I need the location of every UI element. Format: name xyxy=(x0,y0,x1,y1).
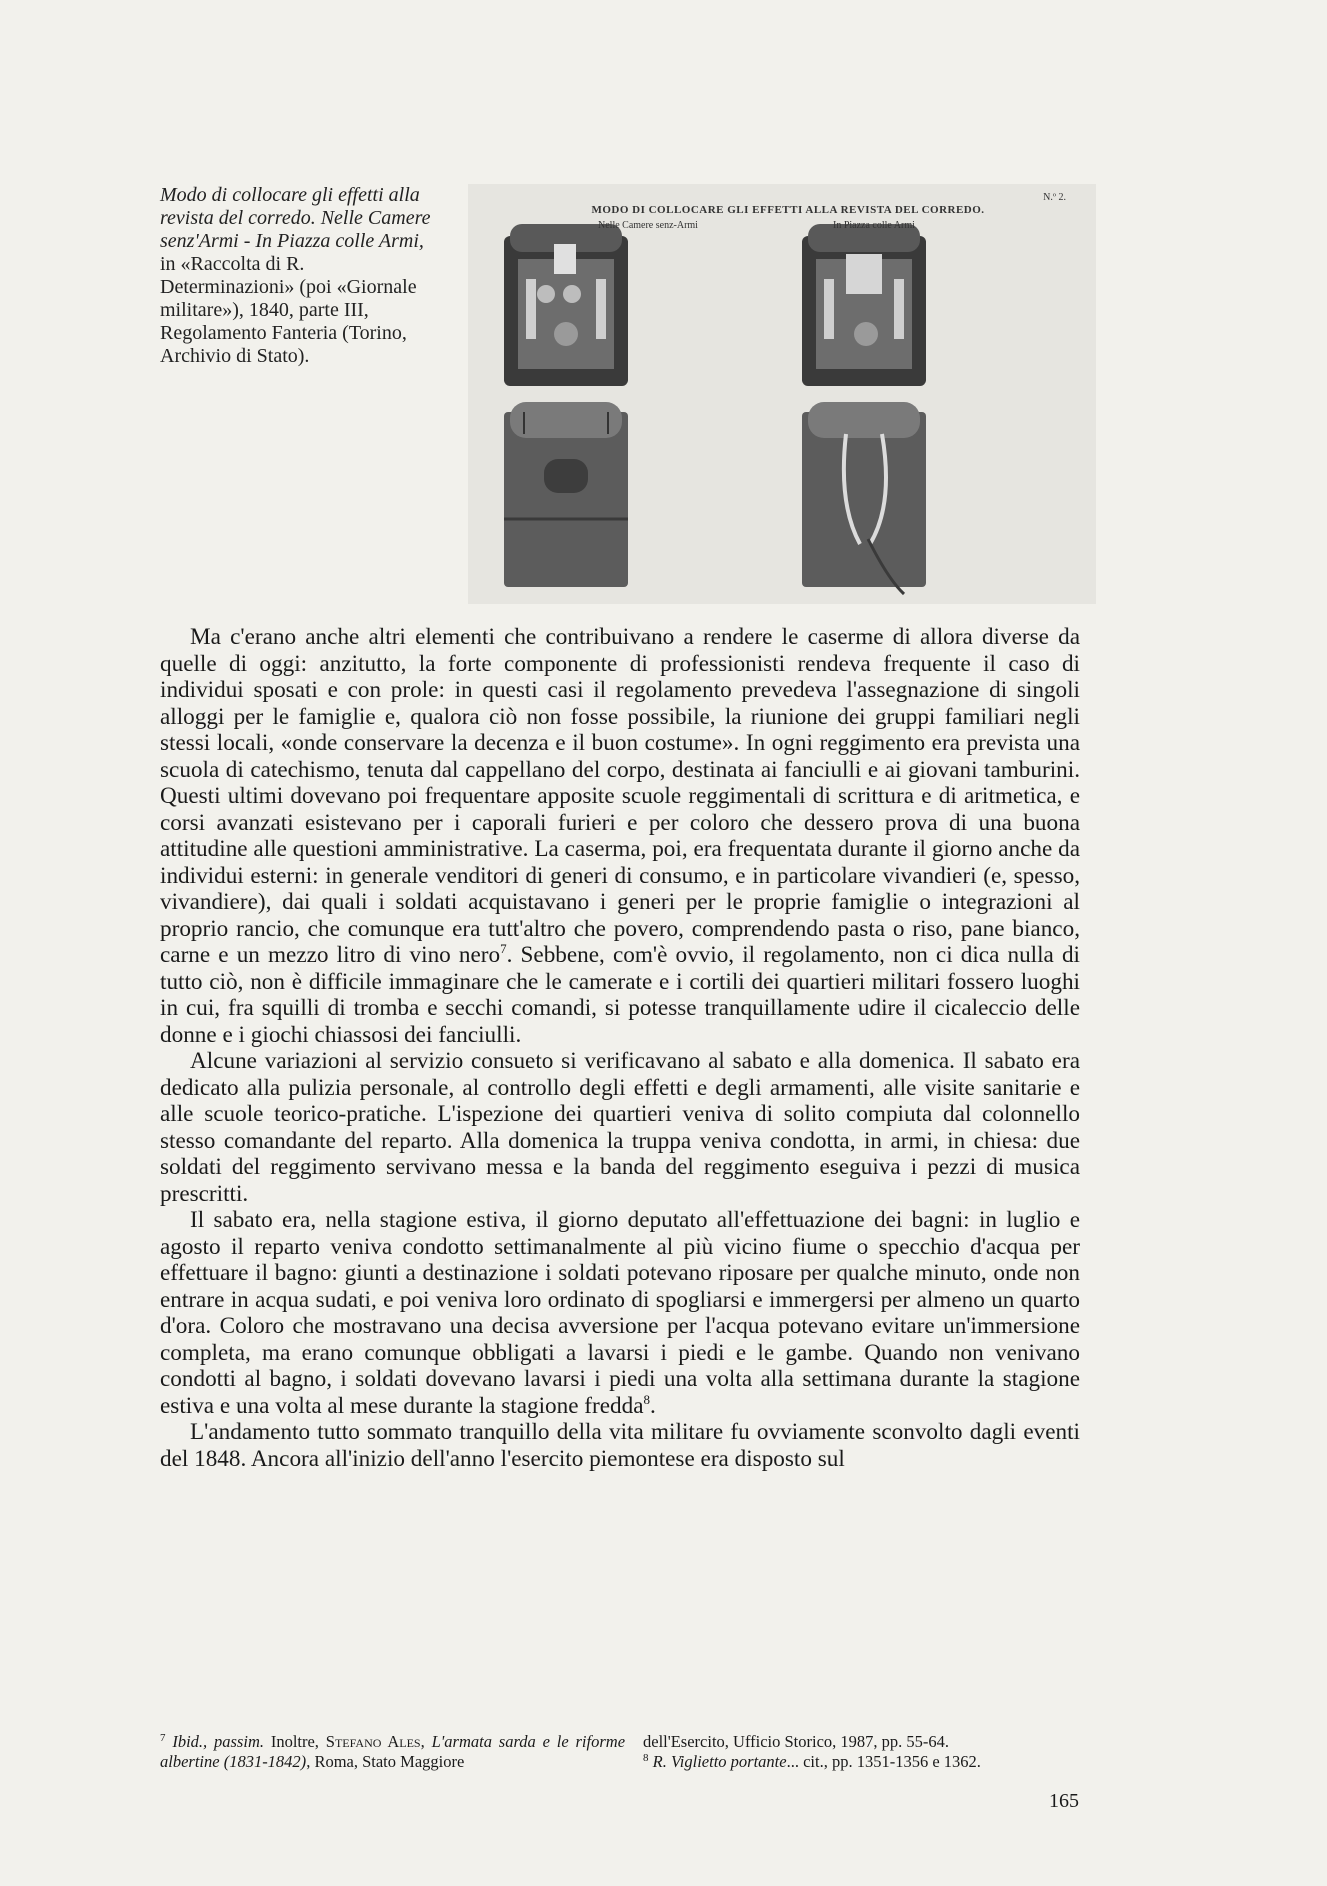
knapsack-open-right xyxy=(802,224,926,386)
footnote-ref: 8 xyxy=(643,1391,651,1407)
caption-source: in «Raccolta di R. Determinazioni» (poi «Giornale militare»), 1840, parte III, Regolamento Fanteria (Torino, Archivio di Stato). xyxy=(160,253,417,367)
knapsack-open-left xyxy=(504,224,628,386)
paragraph: L'andamento tutto sommato tranquillo della vita militare fu ovviamente sconvolto dagli eventi del 1848. Ancora all'inizio dell'anno l'esercito piemontese era disposto sul xyxy=(160,1419,1080,1472)
label-piazza: In Piazza colle Armi xyxy=(833,220,915,231)
footnote-8: dell'Esercito, Ufficio Storico, 1987, pp. 55-64. $^8$ R. Viglietto portante... cit., pp. 1351-1356 e 1362. xyxy=(643,1732,1083,1772)
paragraph: Il sabato era, nella stagione estiva, il giorno deputato all'effettuazione dei bagni: in luglio e agosto il reparto veniva condotto settimanalmente al più vicino fiume o specchio d'acqua per effettuare il bagno: giunti a destinazione i soldati potevano riposare per qualche minuto, onde non entrare in acqua sudati, e poi veniva loro ordinato di spogliarsi e immergersi per almeno un quarto d'ora. Coloro che mostravano una decisa avversione per l'acqua potevano evitare un'immersione completa, ma erano comunque obbligati a lavarsi i piedi e le gambe. Quando non venivano condotti al bagno, i soldati dovevano lavarsi i piedi una volta alla settimana durante la stagione estiva e una volta al mese durante la stagione fredda$^8$. xyxy=(160,1207,1080,1419)
knapsack-closed-left xyxy=(504,402,628,587)
page-number: 165 xyxy=(1049,1790,1079,1812)
knapsack-closed-right xyxy=(802,402,926,594)
plate-number: N.º 2. xyxy=(1043,192,1066,203)
footnote-7: $^7$ Ibid., passim. Inoltre, Stefano Ales, L'armata sarda e le riforme albertine (1831-1842), Roma, Stato Maggiore xyxy=(160,1732,626,1771)
knapsack-illustration xyxy=(468,184,1096,604)
label-camere: Nelle Camere senz-Armi xyxy=(598,220,698,231)
paragraph: Alcune variazioni al servizio consueto si verificavano al sabato e alla domenica. Il sabato era dedicato alla pulizia personale, al controllo degli effetti e degli armamenti, alle visite sanitarie e alle scuole teorico-pratiche. L'ispezione dei quartieri veniva di solito compiuta dal colonnello stesso comandante del reparto. Alla domenica la truppa veniva condotta, in armi, in chiesa: due soldati del reggimento servivano messa e la banda del reggimento eseguiva i pezzi di musica prescritti. xyxy=(160,1048,1080,1207)
footnote-7-continuation: dell'Esercito, Ufficio Storico, 1987, pp. 55-64. xyxy=(643,1732,950,1751)
caption-italic: Modo di collocare gli effetti alla revista del corredo. Nelle Camere senz'Armi - In Piazza colle Armi, xyxy=(160,184,431,252)
paragraph: Ma c'erano anche altri elementi che contribuivano a rendere le caserme di allora diverse da quelle di oggi: anzitutto, la forte componente di professionisti rendeva frequente il caso di individui sposati e con prole: in questi casi il regolamento prevedeva l'assegnazione di singoli alloggi per le famiglie e, qualora ciò non fosse possibile, la riunione dei gruppi familiari negli stessi locali, «onde conservare la decenza e il buon costume». In ogni reggimento era prevista una scuola di catechismo, tenuta dal cappellano del corpo, destinata ai fanciulli e ai giovani tamburini. Questi ultimi dovevano poi frequentare apposite scuole reggimentali di scrittura e di aritmetica, e corsi avanzati esistevano per i caporali furieri e per coloro che dessero prova di una buona attitudine alle questioni amministrative. La caserma, poi, era frequentata durante il giorno anche da individui esterni: in generale venditori di generi di consumo, e in particolare vivandieri (e, spesso, vivandiere), dai quali i soldati acquistavano i generi per le proprie famiglie o integrazioni al proprio rancio, che comunque era tutt'altro che povero, comprendendo pasta o riso, pane bianco, carne e un mezzo litro di vino nero$^7$. Sebbene, com'è ovvio, il regolamento, non ci dica nulla di tutto ciò, non è difficile immaginare che le camerate e i cortili dei quartieri militari fossero luoghi in cui, fra squilli di tromba e secchi comandi, si potesse tranquillamente udire il cicaleccio delle donne e i giochi chiassosi dei fanciulli. xyxy=(160,624,1081,1048)
figure-title: MODO DI COLLOCARE GLI EFFETTI ALLA REVISTA DEL CORREDO. xyxy=(591,204,985,216)
figure-plate xyxy=(468,184,1096,604)
body-text xyxy=(160,624,1080,1472)
footnote-ref: 7 xyxy=(500,941,507,956)
figure-caption xyxy=(160,184,438,368)
